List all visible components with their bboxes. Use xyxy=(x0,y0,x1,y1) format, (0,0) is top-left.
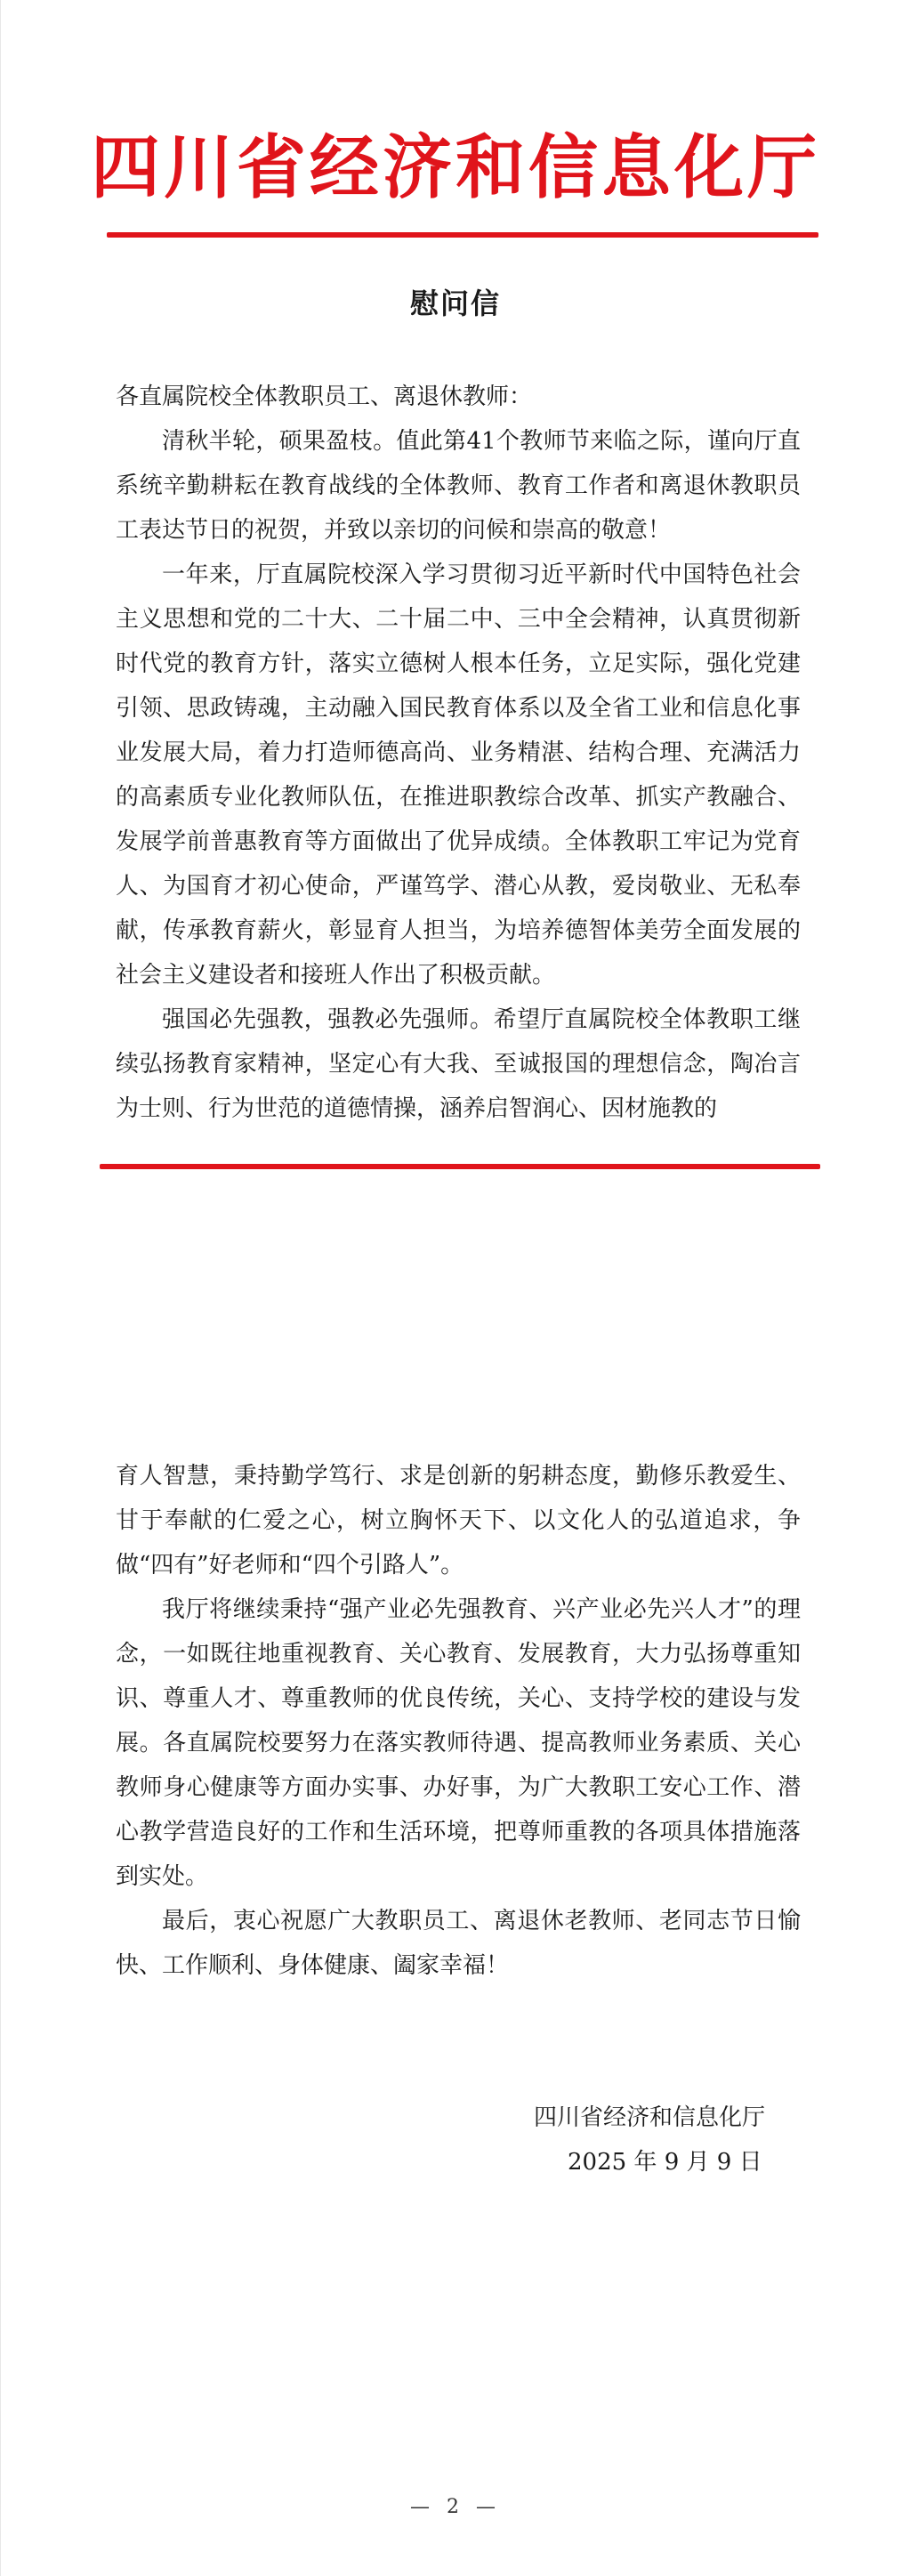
paragraph-hopes: 强国必先强教，强教必先强师。希望厅直属院校全体教职工继续弘扬教育家精神，坚定心有大我、至诚报国的理想信念，陶冶言为士则、行为世范的道德情操，涵养启智润心、因材施教的 xyxy=(116,1006,801,1122)
paragraph-wishes: 最后，衷心祝愿广大教职员工、离退休老教师、老同志节日愉快、工作顺利、身体健康、阖家幸福！ xyxy=(116,1908,801,1979)
page-number: — 2 — xyxy=(410,2496,501,2518)
signature-block xyxy=(534,2096,827,2184)
page-break-red-rule xyxy=(100,1164,820,1169)
paragraph-hopes-continued: 育人智慧，秉持勤学笃行、求是创新的躬耕态度，勤修乐教爱生、甘于奉献的仁爱之心，树立胸怀天下、以文化人的弘道追求，争做“四有”好老师和“四个引路人”。 xyxy=(116,1463,801,1579)
salutation: 各直属院校全体教职员工、离退休教师： xyxy=(116,384,533,410)
letterhead-red-rule xyxy=(107,232,818,238)
signature-organization: 四川省经济和信息化厅 xyxy=(534,2104,766,2131)
document-title: 慰问信 xyxy=(409,287,501,320)
paragraph-commitment: 我厅将继续秉持“强产业必先强教育、兴产业必先兴人才”的理念，一如既往地重视教育、关心教育、发展教育，大力弘扬尊重知识、尊重人才、尊重教师的优良传统，关心、支持学校的建设与发展。各直属院校要努力在落实教师待遇、提高教师业务素质、关心教师身心健康等方面办实事、办好事，为广大教职工安心工作、潜心教学营造良好的工作和生活环境，把尊师重教的各项具体措施落到实处。 xyxy=(116,1596,801,1890)
body-section-2 xyxy=(116,1454,801,1988)
paragraph-greeting: 清秋半轮，硕果盈枝。值此第41个教师节来临之际，谨向厅直系统辛勤耕耘在教育战线的全体教师、教育工作者和离退休教职员工表达节日的祝贺，并致以亲切的问候和崇高的敬意！ xyxy=(116,428,801,544)
body-section-1 xyxy=(116,419,801,1131)
letterhead-title: 四川省经济和信息化厅 xyxy=(90,128,820,208)
signature-date: 2025 年 9 月 9 日 xyxy=(568,2149,762,2176)
paragraph-achievements: 一年来，厅直属院校深入学习贯彻习近平新时代中国特色社会主义思想和党的二十大、二十届二中、三中全会精神，认真贯彻新时代党的教育方针，落实立德树人根本任务，立足实际，强化党建引领、思政铸魂，主动融入国民教育体系以及全省工业和信息化事业发展大局，着力打造师德高尚、业务精湛、结构合理、充满活力的高素质专业化教师队伍，在推进职教综合改革、抓实产教融合、发展学前普惠教育等方面做出了优异成绩。全体教职工牢记为党育人、为国育才初心使命，严谨笃学、潜心从教，爱岗敬业、无私奉献，传承教育薪火，彰显育人担当，为培养德智体美劳全面发展的社会主义建设者和接班人作出了积极贡献。 xyxy=(116,561,801,989)
